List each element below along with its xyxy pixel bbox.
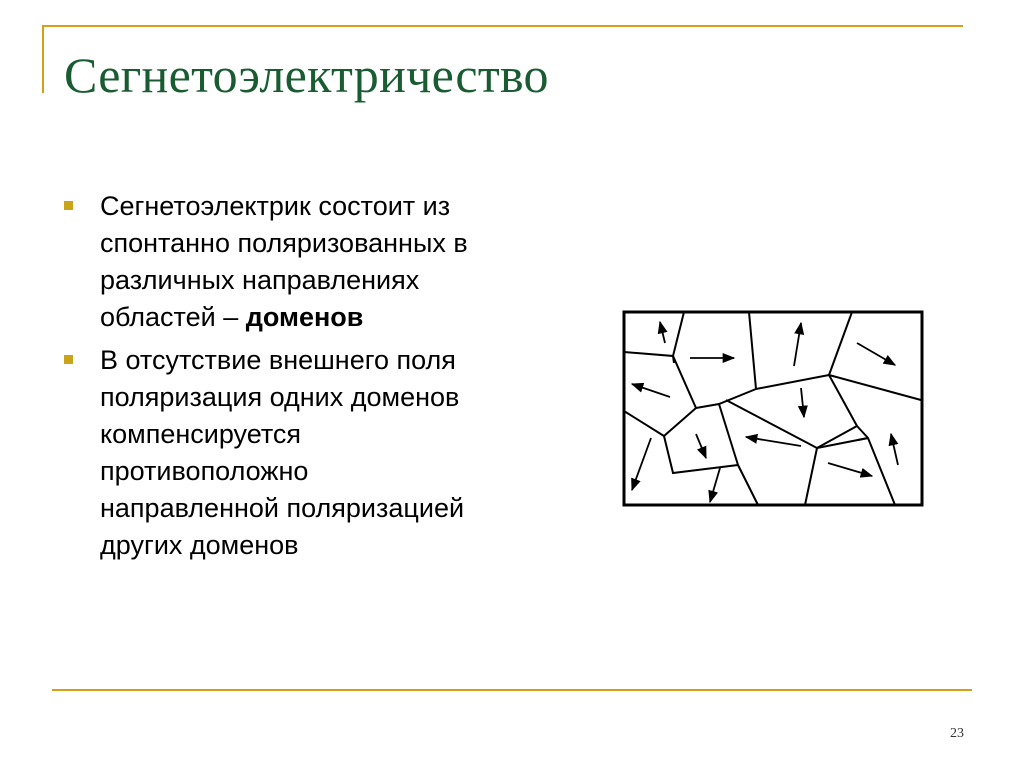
bullet-text-plain: Сегнетоэлектрик состоит из спонтанно поляризованных в различных направлениях областей – <box>100 191 468 332</box>
bullet-square-icon <box>64 355 73 364</box>
bullet-text <box>100 342 494 564</box>
top-frame-line <box>42 25 963 27</box>
bullet-text-bold: доменов <box>245 302 364 332</box>
left-frame-line <box>42 25 44 93</box>
bullet-item <box>64 188 494 336</box>
domain-structure-diagram <box>620 308 925 508</box>
footer-divider <box>52 689 972 691</box>
polarization-arrows <box>632 322 898 502</box>
page-number: 23 <box>950 726 964 741</box>
diagram-border <box>624 312 922 505</box>
bullet-item <box>64 342 494 564</box>
slide-title: Сегнетоэлектричество <box>64 47 549 103</box>
bullet-text-plain: В отсутствие внешнего поля поляризация одних доменов компенсируется противоположно направленной поляризацией других доменов <box>100 345 465 560</box>
bullet-text <box>100 188 494 336</box>
bullet-list <box>64 188 494 570</box>
bullet-square-icon <box>64 201 73 210</box>
domain-walls <box>624 312 921 505</box>
